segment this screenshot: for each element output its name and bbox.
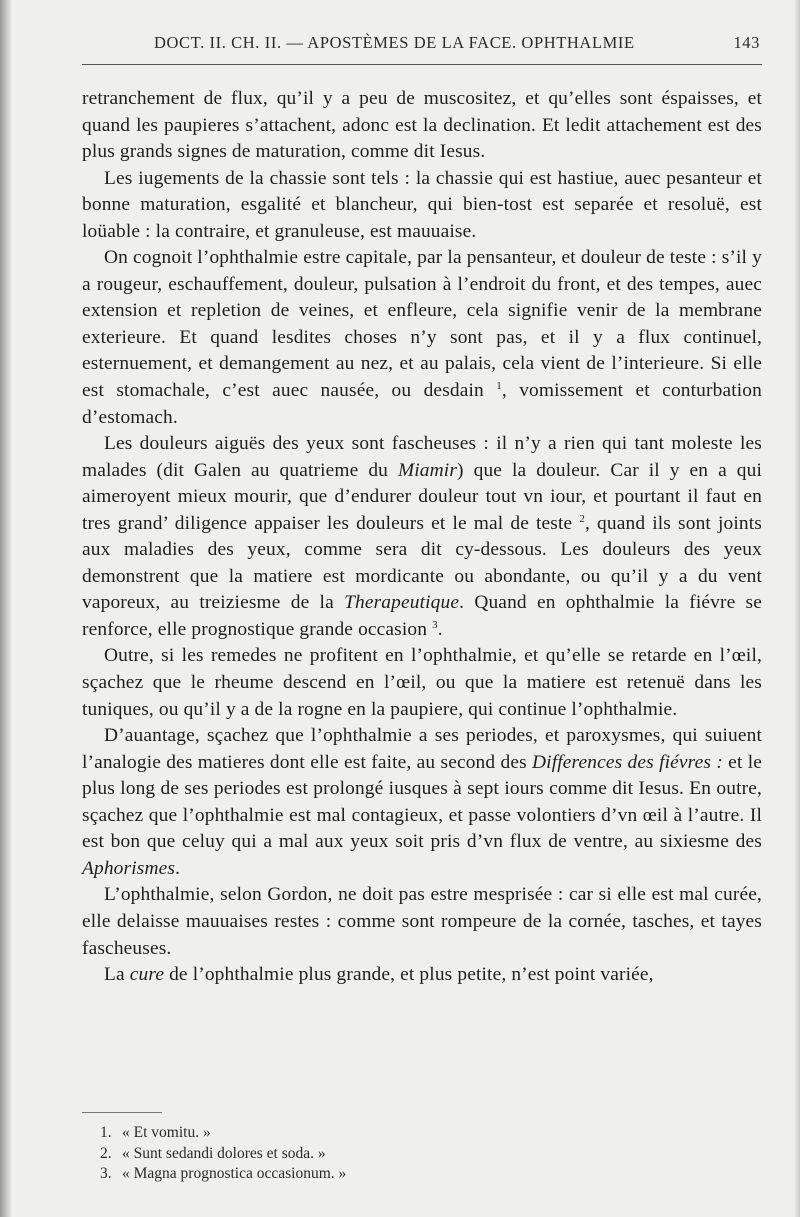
paragraph <box>82 643 762 723</box>
footnote-text: « Sunt sedandi dolores et soda. » <box>122 1144 326 1162</box>
text-run: Les iugements de la chassie sont tels : la chassie qui est hastiue, auec pesanteur et bonne maturation, esgalité et blancheur, qui bien-tost est separée et resoluë, est loüable : la contraire, et granuleuse, est mauuaise. <box>82 167 762 242</box>
footnote-marker: 2 <box>579 512 585 525</box>
page-number: 143 <box>733 33 760 52</box>
paragraph <box>82 245 762 431</box>
text-run: , quand ils sont joints aux maladies des yeux, comme sera dit cy-dessous. Les douleurs des yeux demonstrent que la matiere est mordicante ou abondante, ou qu’il y a du vent vaporeux, au treiziesme de la <box>82 512 763 614</box>
text-run: ) que la douleur. Car il y en a qui aimeroyent mieux mourir, que d’endurer douleur tout vn iour, et pourtant il faut en tres grand’ diligence appaiser les douleurs et le mal de teste <box>82 459 763 534</box>
footnote-number: 2. <box>100 1144 112 1162</box>
footnotes <box>100 1123 346 1185</box>
text-run: . Quand en ophthalmie la fiévre se renforce, elle prognostique grande occasion <box>82 592 762 640</box>
paragraph <box>82 86 762 166</box>
footnote-marker: 3 <box>432 618 438 631</box>
footnote-number: 1. <box>100 1124 112 1141</box>
text-run: retranchement de flux, qu’il y a peu de muscositez, et qu’elles sont éspaisses, et quand les paupieres s’attachent, adonc est la declination. Et ledit attachement est des plus grands signes de maturation, comme dit Iesus. <box>82 88 762 163</box>
running-title: DOCT. II. CH. II. — APOSTÈMES DE LA FACE. OPHTHALMIE <box>154 33 635 52</box>
text-run: . <box>437 618 443 640</box>
page-gutter-shadow <box>0 0 12 1217</box>
footnote-text: « Magna prognostica occasionum. » <box>122 1165 347 1182</box>
footnote <box>100 1123 346 1144</box>
italic-title: cure <box>129 964 165 986</box>
text-run: . <box>175 857 181 879</box>
text-run: L’ophthalmie, selon Gordon, ne doit pas estre mesprisée : car si elle est mal curée, elle delaisse mauuaises restes : comme sont rompeure de la cornée, tasches, et tayes fascheuses. <box>82 884 762 959</box>
page-edge <box>794 0 800 1217</box>
paragraph <box>82 723 762 882</box>
footnote-text: « Et vomitu. » <box>122 1124 211 1141</box>
paragraph <box>82 166 762 246</box>
footnote <box>100 1164 346 1185</box>
italic-title: Therapeutique <box>344 592 460 614</box>
paragraph <box>82 962 762 989</box>
footnote-marker: 1 <box>496 380 502 393</box>
text-run: La <box>104 964 130 986</box>
text-run: Les douleurs aiguës des yeux sont fascheuses : il n’y a rien qui tant moleste les malades (dit Galen au quatrieme du <box>82 433 762 481</box>
footnote-separator <box>82 1112 162 1113</box>
running-head <box>82 33 760 55</box>
text-run: et le plus long de ses periodes est prolongé iusques à sept iours comme dit Iesus. En outre, sçachez que l’ophthalmie est mal contagieux, et passe volontiers d’vn œil à l’autre. Il est bon que celuy qui a mal aux yeux soit pris d’vn flux de ventre, au sixiesme des <box>82 751 763 853</box>
header-rule <box>82 64 762 65</box>
body-text <box>82 86 762 989</box>
footnote-number: 3. <box>100 1165 112 1182</box>
text-run: D’auantage, sçachez que l’ophthalmie a ses periodes, et paroxysmes, qui suiuent l’analogie des matieres dont elle est faite, au second des <box>82 725 762 773</box>
italic-title: Aphorismes <box>82 857 176 879</box>
paragraph <box>82 431 762 643</box>
italic-title: Miamir <box>397 459 458 481</box>
footnote <box>100 1144 346 1165</box>
paragraph <box>82 882 762 962</box>
text-run: , vomissement et conturbation d’estomach. <box>82 380 762 428</box>
italic-title: Differences des fiévres : <box>532 751 723 773</box>
text-run: Outre, si les remedes ne profitent en l’ophthalmie, et qu’elle se retarde en l’œil, sçachez que le rheume descend en l’œil, ou que la matiere est retenuë dans les tuniques, ou qu’il y a de la rogne en la paupiere, qui continue l’ophthalmie. <box>82 645 762 720</box>
text-run: On cognoit l’ophthalmie estre capitale, par la pensanteur, et douleur de teste : s’il y a rougeur, eschauffement, douleur, pulsation à l’endroit du front, et des tempes, auec extension et repletion de veines, et enfleure, cela signifie venir de la membrane exterieure. Et quand lesdites choses n’y sont pas, et il y a flux continuel, esternuement, et demangement au nez, et au palais, cela vient de l’interieure. Si elle est stomachale, c’est auec nausée, ou desdain <box>82 247 762 402</box>
text-run: de l’ophthalmie plus grande, et plus petite, n’est point variée, <box>164 964 654 986</box>
